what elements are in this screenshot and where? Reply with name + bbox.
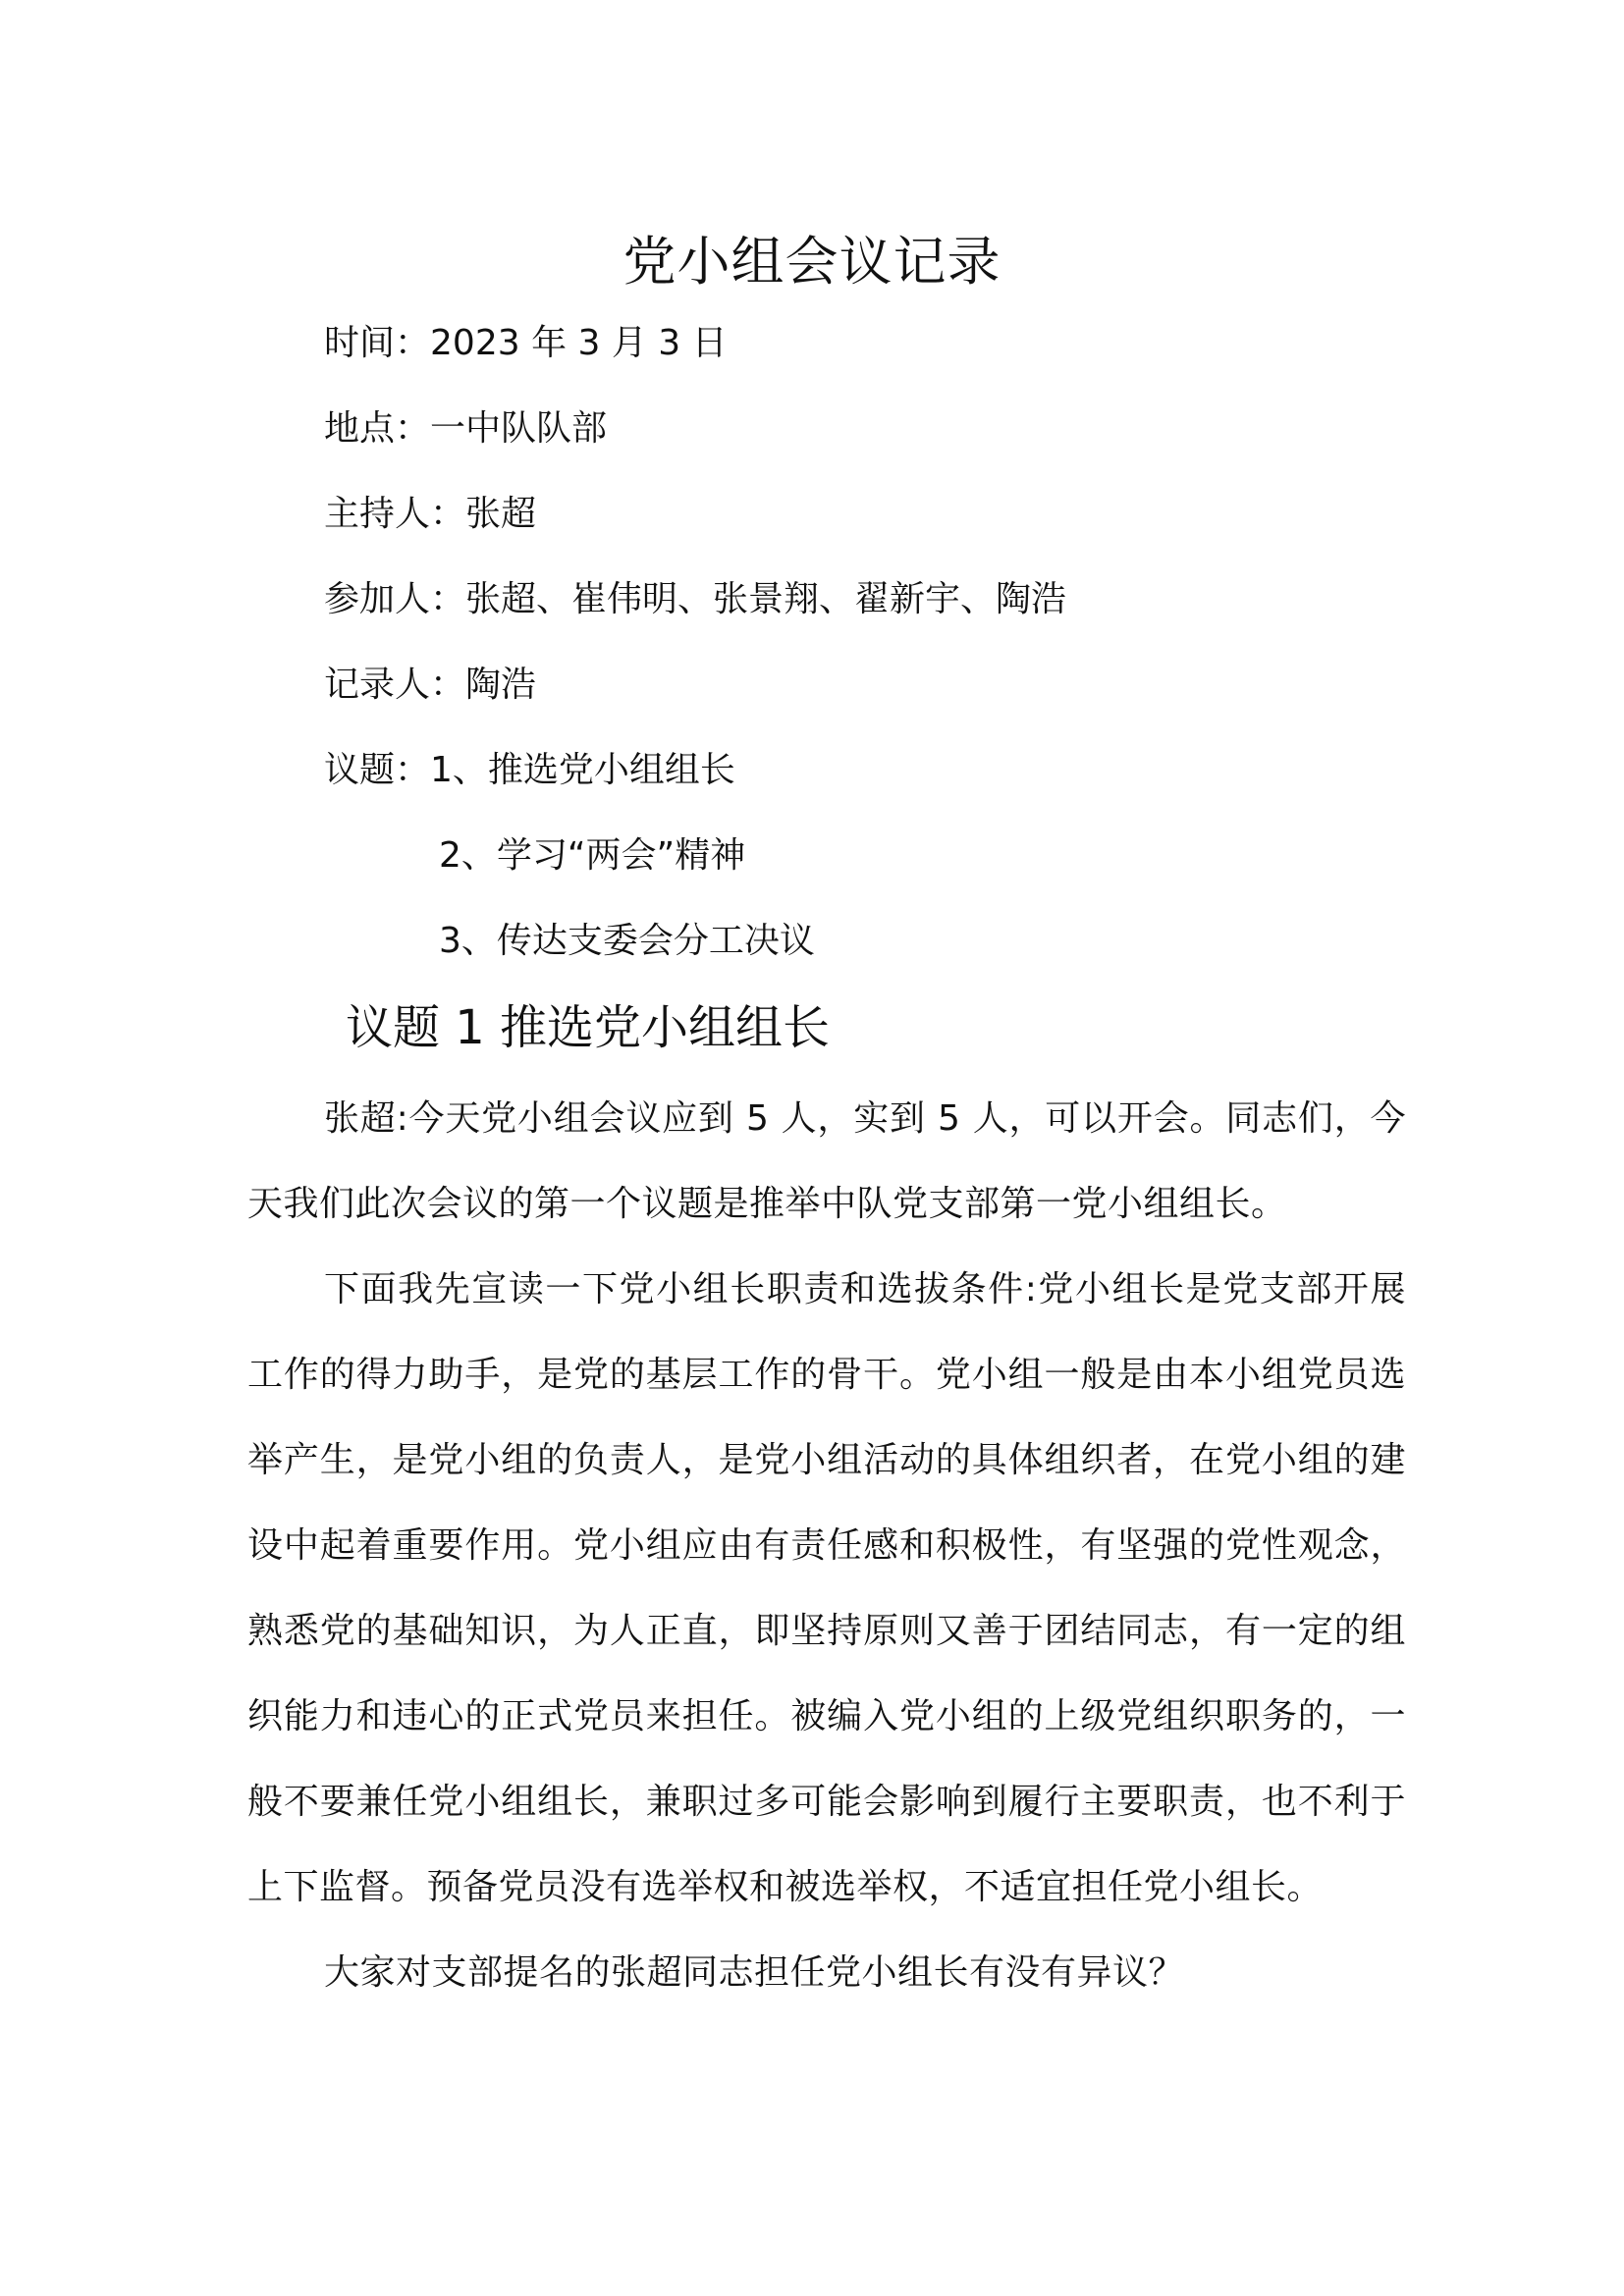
agenda-item-text: 1、推选党小组组长 <box>430 750 735 790</box>
attendees-value: 张超、崔伟明、张景翔、翟新宇、陶浩 <box>465 579 1067 619</box>
agenda-item-text: 2、学习“两会”精神 <box>439 835 746 876</box>
recorder-value: 陶浩 <box>465 665 537 705</box>
meeting-recorder <box>324 654 1066 739</box>
agenda-label: 议题： <box>324 750 431 790</box>
place-value: 一中队队部 <box>430 408 608 449</box>
recorder-label: 记录人： <box>324 665 466 705</box>
paragraph: 下面我先宣读一下党小组长职责和选拔条件:党小组长是党支部开展工作的得力助手，是党的基层工作的骨干。党小组一般是由本小组党员选举产生，是党小组的负责人，是党小组活动的具体组织者，在党小组的建设中起着重要作用。党小组应由有责任感和积极性，有坚强的党性观念，熟悉党的基础知识，为人正直，即坚持原则又善于团结同志，有一定的组织能力和违心的正式党员来担任。被编入党小组的上级党组织职务的，一般不要兼任党小组组长，兼职过多可能会影响到履行主要职责，也不利于上下监督。预备党员没有选举权和被选举权，不适宜担任党小组长。 <box>247 1269 1406 1907</box>
document-title: 党小组会议记录 <box>623 231 1001 293</box>
meeting-place <box>324 398 1066 483</box>
meeting-time <box>324 312 1066 398</box>
time-label: 时间： <box>324 323 431 363</box>
place-label: 地点： <box>324 408 431 449</box>
agenda-item-text: 3、传达支委会分工决议 <box>439 921 815 961</box>
section-body <box>247 1076 1406 2015</box>
agenda-item <box>324 910 1066 995</box>
meeting-attendees <box>324 568 1066 654</box>
attendees-label: 参加人： <box>324 579 466 619</box>
paragraph: 大家对支部提名的张超同志担任党小组长有没有异议？ <box>324 1952 1185 1993</box>
host-label: 主持人： <box>324 494 466 534</box>
section-heading: 议题 1 推选党小组组长 <box>346 1000 831 1055</box>
agenda-item <box>324 739 1066 825</box>
meeting-host <box>324 483 1066 568</box>
time-value: 2023 年 3 月 3 日 <box>430 323 728 363</box>
paragraph: 张超:今天党小组会议应到 5 人，实到 5 人，可以开会。同志们，今天我们此次会议的第一个议题是推举中队党支部第一党小组组长。 <box>247 1098 1406 1224</box>
meeting-info <box>324 312 1066 995</box>
agenda-item <box>324 825 1066 910</box>
host-value: 张超 <box>465 494 537 534</box>
